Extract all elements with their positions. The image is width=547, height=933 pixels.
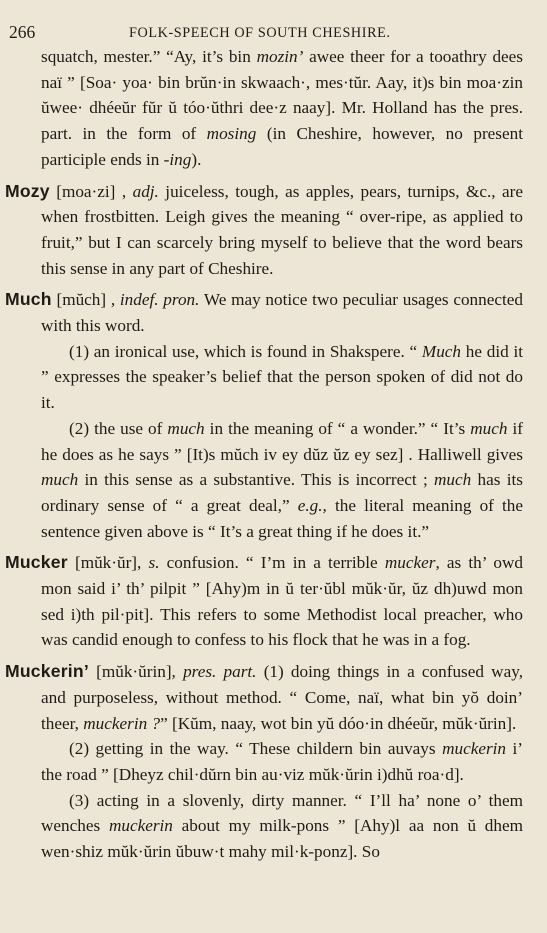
entry-muckerin xyxy=(5,659,523,736)
italic-word: e.g., xyxy=(297,495,327,515)
italic-word: muckerin xyxy=(108,816,173,836)
italic-word: Much xyxy=(421,341,462,361)
text-run: ). xyxy=(191,149,202,169)
italic-word: mosing xyxy=(206,124,257,144)
italic-word: much xyxy=(470,418,508,438)
part-of-speech: s. xyxy=(148,553,160,573)
definition-text: ” [Kŭm, naay, wot bin yŭ dóo·in dhéeŭr, mŭk·ŭrin]. xyxy=(160,713,517,733)
text-run: has its ordinary sense of “ a great deal,” xyxy=(41,470,523,515)
text-run: he did it ” expresses the speaker’s belief that the person spoken of did not do it. xyxy=(41,341,523,413)
pronunciation: [mŭk·ŭr], xyxy=(67,553,149,573)
entry-mozy xyxy=(5,179,523,282)
headword: Mucker xyxy=(5,552,68,573)
part-of-speech: indef. pron. xyxy=(119,290,200,310)
definition-text: (1) doing things in a confused way, and purposeless, without method. “ Come, naï, what bin yŏ doin’ theer, xyxy=(41,662,523,733)
italic-word: mozin’ xyxy=(256,47,304,66)
definition-text: , as th’ owd mon said i’ th’ pilpit ” [Ahy)m in ŭ ter·ŭbl mŭk·ŭr, ŭz dh)uwd mon sed i)th pil·pit]. This refers to some Methodist local preacher, who was candid enough to confess to his flock that he was in a fog. xyxy=(41,553,523,650)
text-run: the literal meaning of the sentence given above is “ It’s a great thing if he does it.” xyxy=(41,495,524,541)
page-body xyxy=(5,44,523,865)
entry-much xyxy=(5,287,523,338)
text-run: (2) getting in the way. “ These childern bin auvays xyxy=(69,739,443,759)
entry-much-sense-1 xyxy=(5,339,523,416)
italic-word: muckerin xyxy=(442,739,507,759)
italic-word: muckerin ? xyxy=(83,713,161,733)
pronunciation: [mŭch] , xyxy=(51,290,120,310)
italic-word: much xyxy=(41,470,79,490)
definition-text: We may notice two peculiar usages connected with this word. xyxy=(41,290,523,336)
italic-word: much xyxy=(167,418,205,438)
text-run: (1) an ironical use, which is found in Shakspere. “ xyxy=(69,341,422,361)
entry-muckerin-sense-2 xyxy=(5,736,523,787)
text-run: squatch, mester.” “Ay, it’s bin xyxy=(41,47,257,66)
text-run: i’ the road ” [Dheyz chil·dŭrn bin au·viz mŭk·ŭrin i)dhŭ roa·d]. xyxy=(41,739,523,784)
text-run: about my milk-pons ” [Ahy)l aa non ŭ dhem wen·shiz mŭk·ŭrin ŭbuw·t mahy mil·k-ponz]. So xyxy=(41,816,523,862)
text-run: awee theer for a tooathry dees naï ” [Soa· yoa· bin brŭn·in skwaach·, mes·tŭr. Aay, it)s bin moa·zin ŭwee· dhéeŭr fŭr ŭ tóo·ŭthri dee·z naay]. Mr. Holland has the pres. part. in the form of xyxy=(41,47,523,144)
text-run: if he does as he says ” [It)s mŭch iv ey dŭz ŭz ey sez] . Halliwell gives xyxy=(41,418,523,464)
headword: Much xyxy=(5,289,52,310)
pronunciation: [moa·zi] , xyxy=(49,181,133,201)
italic-word: -ing xyxy=(163,149,192,169)
headword: Muckerin’ xyxy=(5,661,89,682)
italic-word: much xyxy=(434,470,472,490)
running-title: FOLK-SPEECH OF SOUTH CHESHIRE. xyxy=(129,25,391,41)
text-run: in this sense as a substantive. This is incorrect ; xyxy=(78,470,435,490)
definition-text: confusion. “ I’m in a terrible xyxy=(159,553,385,573)
entry-much-sense-2 xyxy=(5,416,523,545)
entry-muckerin-sense-3 xyxy=(5,788,523,865)
page-number: 266 xyxy=(9,22,36,42)
entry-mucker xyxy=(5,550,523,653)
italic-word: mucker xyxy=(384,553,436,573)
definition-text: juiceless, tough, as apples, pears, turnips, &c., are when frostbitten. Leigh gives the meaning “ over-ripe, as applied to fruit,” but I can scarcely bring myself to believe that the word bears this sense in any part of Cheshire. xyxy=(41,181,524,278)
part-of-speech: adj. xyxy=(132,181,159,201)
part-of-speech: pres. part. xyxy=(183,662,257,682)
continuation-paragraph xyxy=(5,44,523,173)
text-run: (3) acting in a slovenly, dirty manner. “ I’ll ha’ none o’ them wenches xyxy=(41,790,523,836)
headword: Mozy xyxy=(5,180,50,201)
pronunciation: [mŭk·ŭrin], xyxy=(88,662,184,682)
page-header xyxy=(5,0,523,44)
text-run: in the meaning of “ a wonder.” “ It’s xyxy=(204,418,471,438)
text-run: (2) the use of xyxy=(69,418,168,438)
text-run: (in Cheshire, however, no present participle ends in xyxy=(41,124,523,169)
